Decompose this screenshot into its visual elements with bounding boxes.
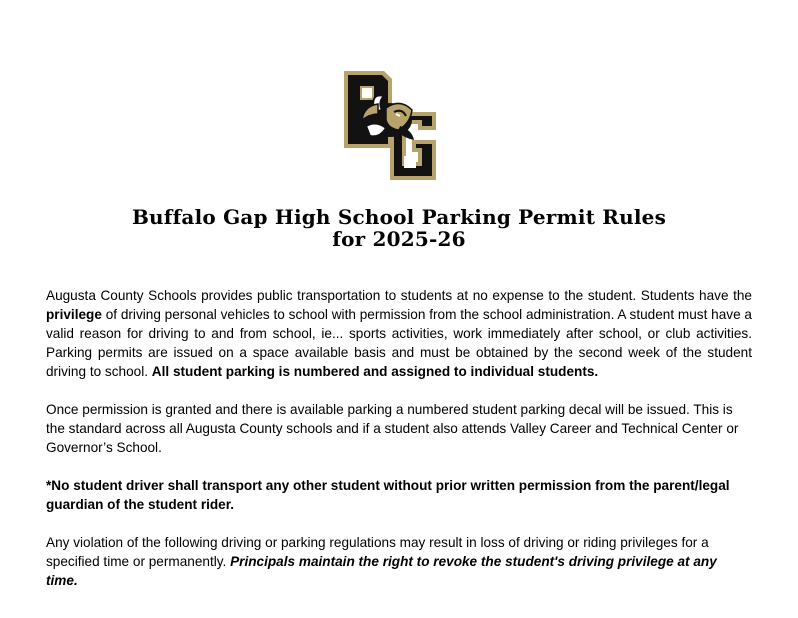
document-body [46,286,752,609]
paragraph1-bold-assigned: All student parking is numbered and assigned to individual students. [151,364,599,379]
paragraph3-bold: *No student driver shall transport any other student without prior written permission from the parent/legal guardian of the student rider. [46,478,730,512]
title-line-2: for 2025-26 [332,227,466,251]
title-line-1: Buffalo Gap High School Parking Permit Rules [131,205,667,229]
paragraph4-text: Any violation of the following driving or parking regulations may result in loss of driving or riding privileges for a specified time or permanently. [46,535,709,569]
paragraph1-text-b: of driving personal vehicles to school with permission from the school administration. A student must have a valid reason for driving to and from school, ie... sports activities, work immediately after school, or club activities. Parking permits are issued on a space available basis and must be obtained by the second week of the student driving to school. [46,307,752,379]
paragraph1-bold-privilege: privilege [46,307,102,322]
paragraph-transportation [46,286,752,381]
page-title [0,206,798,250]
paragraph-decal [46,400,752,457]
paragraph-violations [46,533,752,590]
paragraph-transport-warning [46,476,752,514]
paragraph2-text: Once permission is granted and there is available parking a numbered student parking decal will be issued. This is the standard across all Augusta County schools and if a student also attends Valley Career and Technical Center or Governor’s School. [46,402,739,455]
paragraph4-bold-italic: Principals maintain the right to revoke the student's driving privilege at any time. [46,554,717,588]
bg-buffalo-logo-icon [340,68,440,184]
paragraph1-text-a: Augusta County Schools provides public transportation to students at no expense to the student. Students have the [46,288,752,303]
